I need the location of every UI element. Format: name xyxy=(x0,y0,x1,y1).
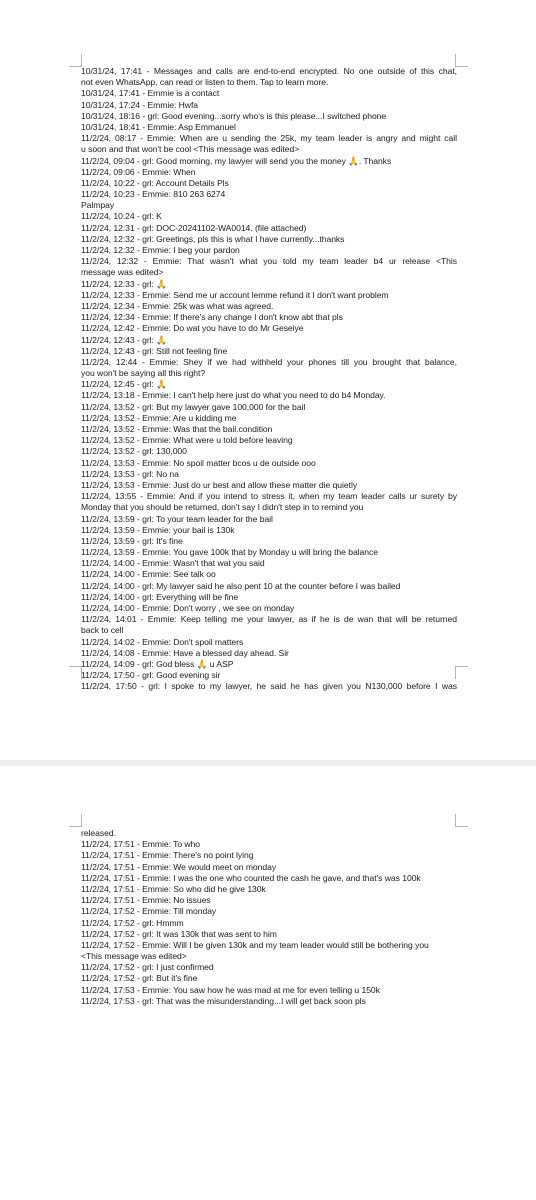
transcript-line: 11/2/24, 12:31 - grl: DOC-20241102-WA0014. (file attached) xyxy=(81,222,307,233)
transcript-line: 11/2/24, 14:09 - grl: God bless 🙏 u ASP xyxy=(81,658,234,669)
transcript-line: 11/2/24, 17:51 - Emmie: So who did he give 130k xyxy=(81,883,266,894)
chat-transcript-text xyxy=(81,66,457,693)
transcript-line: 11/2/24, 17:51 - Emmie: No issues xyxy=(81,895,211,906)
transcript-line: <This message was edited> xyxy=(81,951,187,962)
transcript-line: you won't be saying all this right? xyxy=(81,368,206,379)
transcript-line: 11/2/24, 14:00 - grl: Everything will be fine xyxy=(81,591,239,602)
transcript-line: 11/2/24, 10:24 - grl: K xyxy=(81,211,162,222)
transcript-line: 11/2/24, 17:53 - grl: That was the misunderstanding...I will get back soon pls xyxy=(81,995,366,1006)
transcript-line: 10/31/24, 17:41 - Messages and calls are end-to-end encrypted. No one outside of this chat, xyxy=(81,66,457,76)
transcript-line: 11/2/24, 12:33 - Emmie: Send me ur account lemme refund it I don't want problem xyxy=(81,289,389,300)
transcript-line: not even WhatsApp, can read or listen to them. Tap to learn more. xyxy=(81,77,329,88)
transcript-line: 11/2/24, 12:33 - grl: 🙏 xyxy=(81,278,167,289)
transcript-line: 11/2/24, 09:06 - Emmie: When xyxy=(81,166,196,177)
transcript-line: 11/2/24, 08:17 - Emmie: When are u sending the 25k, my team leader is angry and might call xyxy=(81,133,457,144)
transcript-line: 11/2/24, 13:59 - grl: To your team leader for the bail xyxy=(81,513,273,524)
transcript-line: 11/2/24, 10:23 - Emmie: 810 263 6274 xyxy=(81,189,226,200)
transcript-line: 11/2/24, 14:01 - Emmie: Keep telling me your lawyer, as if he is de wan that will be returned xyxy=(81,614,457,625)
transcript-line: 11/2/24, 13:52 - Emmie: What were u told before leaving xyxy=(81,435,293,446)
transcript-line: 11/2/24, 17:50 - grl: I spoke to my lawyer, he said he has given you N130,000 before I was xyxy=(81,681,457,692)
transcript-line: 11/2/24, 14:00 - Emmie: See talk oo xyxy=(81,569,216,580)
transcript-line: Monday that you should be returned, don't say I didn't step in to remind you xyxy=(81,502,364,513)
transcript-line: 11/2/24, 13:53 - Emmie: Just do ur best and allow these matter die quietly xyxy=(81,479,358,490)
transcript-line: 11/2/24, 17:51 - Emmie: There's no point lying xyxy=(81,850,254,861)
transcript-line: 11/2/24, 10:22 - grl: Account Details Pls xyxy=(81,177,229,188)
transcript-line: 11/2/24, 14:00 - Emmie: Don't worry , we see on monday xyxy=(81,603,295,613)
transcript-line: 11/2/24, 12:34 - Emmie: If there's any change I don't know abt that pls xyxy=(81,312,343,323)
transcript-line: 11/2/24, 12:34 - Emmie: 25k was what was agreed. xyxy=(81,300,274,311)
transcript-line: 11/2/24, 14:00 - Emmie: Wasn't that wat you said xyxy=(81,558,265,569)
transcript-line: 11/2/24, 17:51 - Emmie: To who xyxy=(81,839,201,850)
transcript-line: 11/2/24, 13:59 - grl: It's fine xyxy=(81,535,183,546)
transcript-line: 11/2/24, 14:00 - grl: My lawyer said he also pent 10 at the counter before I was bailed xyxy=(81,580,401,591)
transcript-line: 11/2/24, 17:52 - grl: But it's fine xyxy=(81,973,198,984)
transcript-line: 11/2/24, 13:53 - grl: No na xyxy=(81,468,179,479)
transcript-line: 11/2/24, 13:18 - Emmie: I can't help here just do what you need to do b4 Monday. xyxy=(81,390,386,401)
transcript-line: 11/2/24, 12:43 - grl: 🙏 xyxy=(81,334,167,345)
transcript-line: 11/2/24, 17:52 - Emmie: Will I be given 130k and my team leader would still be bothering you xyxy=(81,939,429,950)
transcript-line: 11/2/24, 12:32 - Emmie: I beg your pardon xyxy=(81,245,240,255)
transcript-line: 11/2/24, 17:52 - grl: It was 130k that was sent to him xyxy=(81,928,277,939)
transcript-line: 11/2/24, 17:52 - grl: Hmmm xyxy=(81,917,184,928)
chat-transcript-text xyxy=(81,828,457,1007)
transcript-line: back to cell xyxy=(81,625,124,636)
page-corner-mark xyxy=(69,814,82,827)
transcript-line: 11/2/24, 13:52 - grl: But my lawyer gave 100,000 for the bail xyxy=(81,401,306,412)
transcript-line: 11/2/24, 12:32 - grl: Greetings, pls this is what I have currently...thanks xyxy=(81,233,345,244)
transcript-line: 11/2/24, 17:52 - Emmie: Till monday xyxy=(81,906,217,917)
page-corner-mark xyxy=(455,666,468,679)
transcript-line: 11/2/24, 14:02 - Emmie: Don't spoil matters xyxy=(81,636,244,647)
transcript-line: 11/2/24, 12:43 - grl: Still not feeling fine xyxy=(81,345,228,356)
transcript-line: 11/2/24, 17:52 - grl: I just confirmed xyxy=(81,962,214,973)
transcript-line: released. xyxy=(81,828,116,838)
transcript-line: 11/2/24, 12:44 - Emmie: Shey if we had withheld your phones till you brought that balance, xyxy=(81,356,457,367)
transcript-line: u soon and that won't be cool <This message was edited> xyxy=(81,144,300,155)
transcript-line: 11/2/24, 13:55 - Emmie: And if you intend to stress it, when my team leader calls ur surety by xyxy=(81,491,457,502)
transcript-line: 10/31/24, 18:16 - grl: Good evening...sorry who's is this please...I switched phone xyxy=(81,110,387,121)
transcript-line: 11/2/24, 17:50 - grl: Good evening sir xyxy=(81,670,221,681)
transcript-line: 11/2/24, 12:32 - Emmie: That wasn't what you told my team leader b4 ur release <This xyxy=(81,256,457,267)
transcript-line: 11/2/24, 12:45 - grl: 🙏 xyxy=(81,379,167,390)
transcript-line: 11/2/24, 14:08 - Emmie: Have a blessed day ahead. Sir xyxy=(81,647,289,658)
transcript-line: 11/2/24, 13:53 - Emmie: No spoil matter bcos u de outside ooo xyxy=(81,457,316,468)
transcript-line: 11/2/24, 13:59 - Emmie: your bail is 130k xyxy=(81,524,235,535)
transcript-line: 10/31/24, 18:41 - Emmie: Asp Emmanuel xyxy=(81,121,236,132)
transcript-line: 11/2/24, 17:51 - Emmie: We would meet on monday xyxy=(81,861,277,872)
transcript-line: 11/2/24, 17:53 - Emmie: You saw how he was mad at me for even telling u 150k xyxy=(81,984,380,995)
transcript-line: 10/31/24, 17:24 - Emmie: Hwfa xyxy=(81,99,199,110)
transcript-line: 11/2/24, 13:52 - grl: 130,000 xyxy=(81,446,187,457)
transcript-line: 11/2/24, 13:52 - Emmie: Was that the bail.condition xyxy=(81,424,273,434)
transcript-line: Palmpay xyxy=(81,200,115,211)
transcript-line: 10/31/24, 17:41 - Emmie is a contact xyxy=(81,88,220,99)
transcript-line: 11/2/24, 12:42 - Emmie: Do wat you have to do Mr Geseiye xyxy=(81,323,304,334)
transcript-line: 11/2/24, 13:59 - Emmie: You gave 100k that by Monday u will bring the balance xyxy=(81,547,378,558)
document-page-2 xyxy=(0,766,536,1200)
transcript-line: 11/2/24, 13:52 - Emmie: Are u kidding me xyxy=(81,412,237,423)
page-corner-mark xyxy=(455,814,468,827)
transcript-line: 11/2/24, 09:04 - grl: Good morning, my lawyer will send you the money 🙏. Thanks xyxy=(81,155,392,166)
transcript-line: message was edited> xyxy=(81,267,164,278)
transcript-line: 11/2/24, 17:51 - Emmie: I was the one who counted the cash he gave, and that's was 100k xyxy=(81,872,421,883)
page-corner-mark xyxy=(69,666,82,679)
